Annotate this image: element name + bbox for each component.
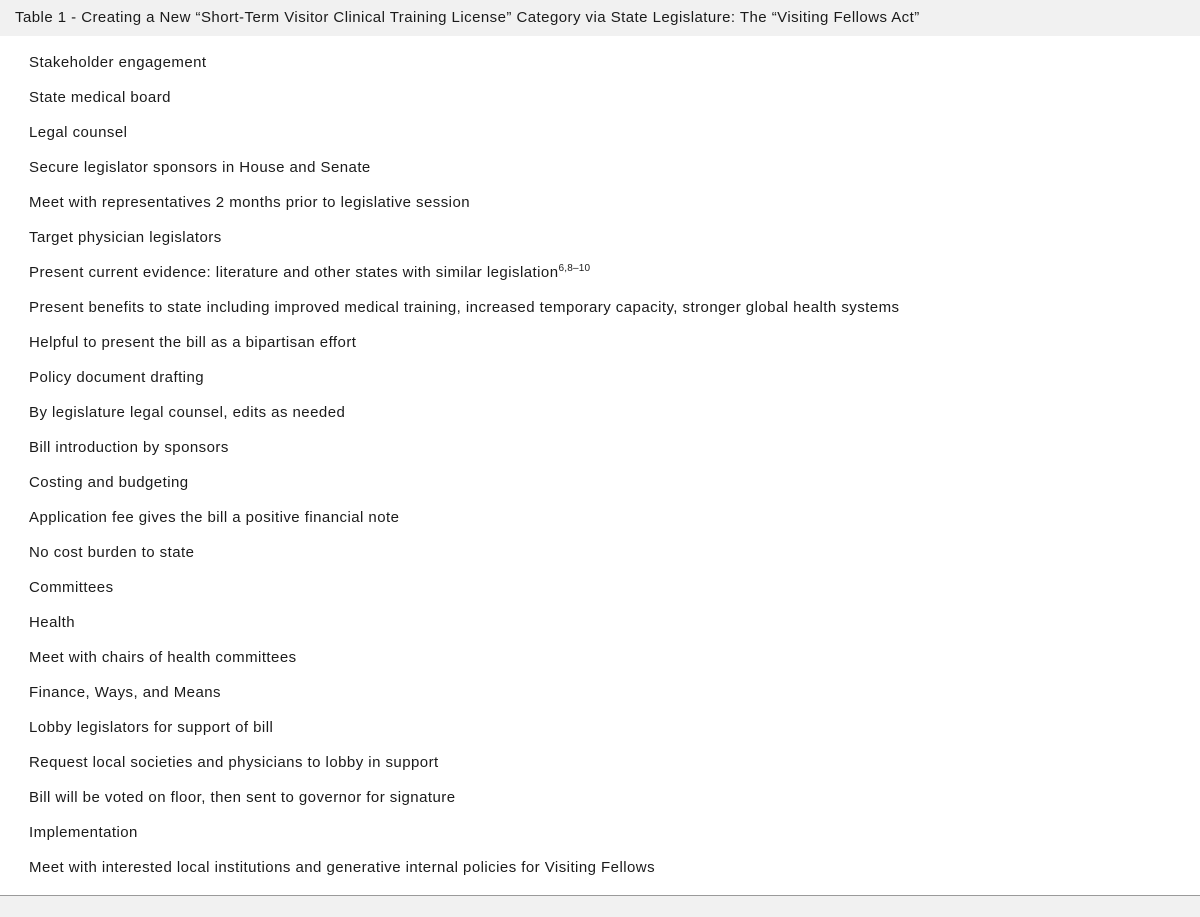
table-row xyxy=(0,395,1200,430)
row-text: Meet with interested local institutions and generative internal policies for Visiting Fellows xyxy=(29,859,656,876)
row-text: Costing and budgeting xyxy=(29,474,189,491)
citation-superscript: 6,8–10 xyxy=(558,263,591,274)
table-row xyxy=(0,325,1200,360)
table-row xyxy=(0,290,1200,325)
table-row xyxy=(0,710,1200,745)
row-text: Request local societies and physicians to lobby in support xyxy=(29,754,439,771)
row-text: No cost burden to state xyxy=(29,544,195,561)
row-text: Lobby legislators for support of bill xyxy=(29,719,274,736)
row-text: Committees xyxy=(29,579,114,596)
table-row xyxy=(0,185,1200,220)
row-text: Application fee gives the bill a positive financial note xyxy=(29,509,400,526)
table-row xyxy=(0,45,1200,80)
table-row xyxy=(0,80,1200,115)
table-row xyxy=(0,220,1200,255)
table-row xyxy=(0,115,1200,150)
row-text: Stakeholder engagement xyxy=(29,54,207,71)
table-row xyxy=(0,500,1200,535)
table-row xyxy=(0,605,1200,640)
table-row xyxy=(0,745,1200,780)
table-row xyxy=(0,150,1200,185)
row-text: Meet with chairs of health committees xyxy=(29,649,297,666)
table-rows xyxy=(0,45,1200,885)
row-text: Present benefits to state including improved medical training, increased temporary capacity, stronger global health systems xyxy=(29,299,900,316)
table-row xyxy=(0,255,1200,290)
table-row xyxy=(0,780,1200,815)
table-row xyxy=(0,535,1200,570)
row-text: Legal counsel xyxy=(29,124,128,141)
row-text: Policy document drafting xyxy=(29,369,205,386)
row-text: Secure legislator sponsors in House and Senate xyxy=(29,159,371,176)
row-text: Finance, Ways, and Means xyxy=(29,684,221,701)
row-text: State medical board xyxy=(29,89,171,106)
row-text: Implementation xyxy=(29,824,138,841)
table-row xyxy=(0,850,1200,885)
row-text: Target physician legislators xyxy=(29,229,222,246)
table-row xyxy=(0,570,1200,605)
row-text: Helpful to present the bill as a bipartisan effort xyxy=(29,334,357,351)
table-row xyxy=(0,430,1200,465)
row-text: By legislature legal counsel, edits as needed xyxy=(29,404,346,421)
table-row xyxy=(0,360,1200,395)
row-text: Health xyxy=(29,614,76,631)
table-row xyxy=(0,675,1200,710)
row-text: Meet with representatives 2 months prior to legislative session xyxy=(29,194,471,211)
row-text: Present current evidence: literature and other states with similar legislation xyxy=(29,264,559,281)
table-row xyxy=(0,640,1200,675)
table-row xyxy=(0,815,1200,850)
table-row xyxy=(0,465,1200,500)
row-text: Bill will be voted on floor, then sent to governor for signature xyxy=(29,789,456,806)
table-footer-band xyxy=(0,896,1200,917)
table-caption: Table 1 - Creating a New “Short-Term Visitor Clinical Training License” Category via State Legislature: The “Visiting Fellows Act” xyxy=(0,0,1200,36)
row-text: Bill introduction by sponsors xyxy=(29,439,229,456)
